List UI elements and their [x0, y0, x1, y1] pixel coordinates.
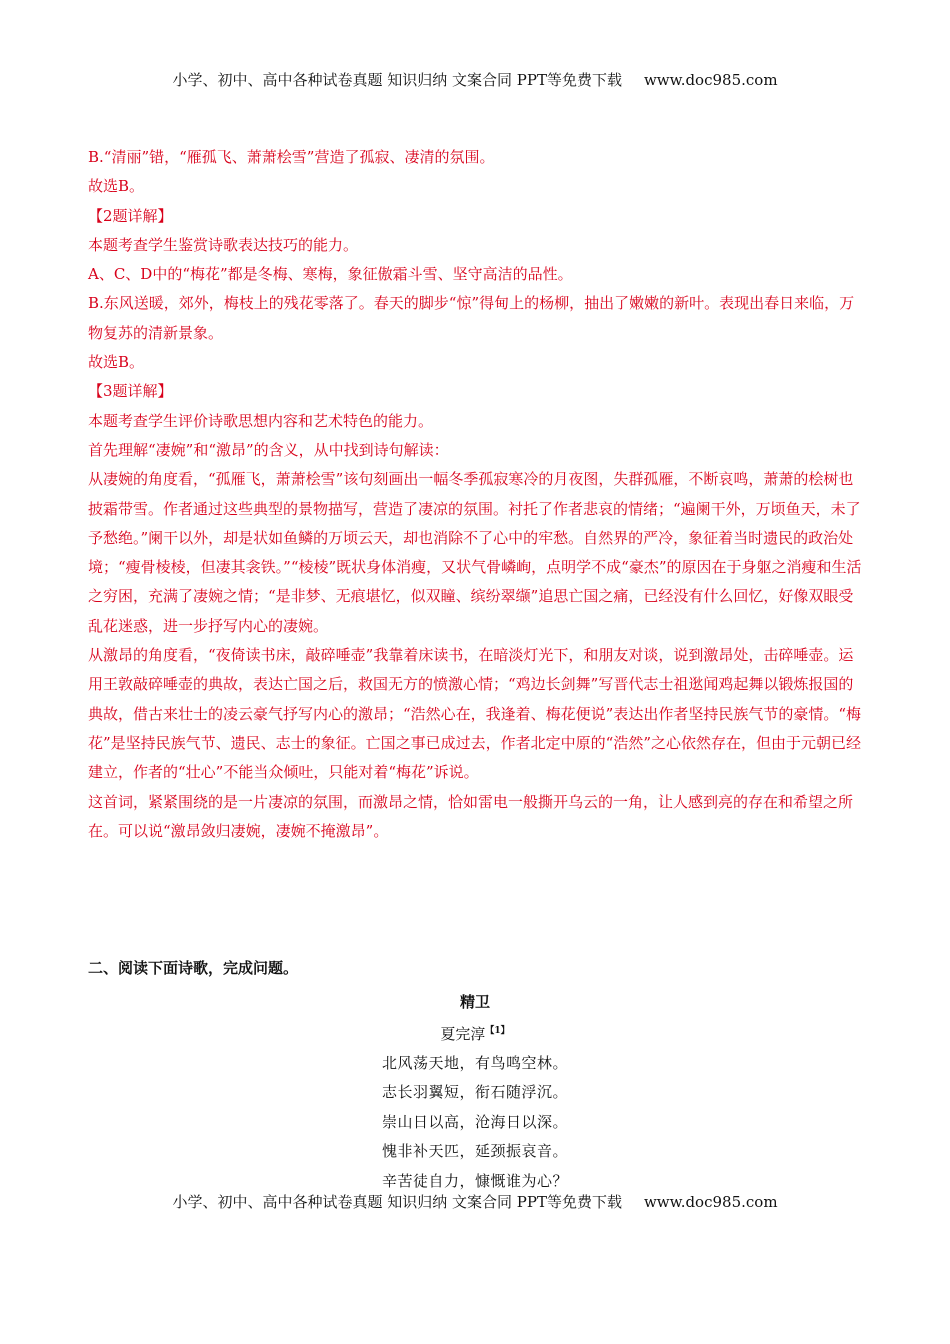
paragraph: 故选B。 [88, 177, 145, 196]
poem-line: 北风荡天地，有鸟鸣空林。 [381, 1054, 568, 1072]
paragraph: 首先理解“凄婉”和“激昂”的含义，从中找到诗句解读： [88, 440, 449, 459]
header-text: 小学、初中、高中各种试卷真题 知识归纳 文案合同 PPT等免费下载 [172, 71, 622, 89]
paragraph: 从激昂的角度看，“夜倚读书床，敲碎唾壶”我靠着床读书，在暗淡灯光下，和朋友对谈，说到激昂处，击碎唾壶。运用王敦敲碎唾壶的典故，表达亡国之后，救国无方的愤激心情；“鸡边长剑舞”写晋代志士祖逖闻鸡起舞以锻炼报国的典故，借古来壮士的凌云豪气抒写内心的激昂；“浩然心在，我逢着、梅花便说”表达出作者坚持民族气节的豪情。“梅花”是坚持民族气节、遗民、志士的象征。亡国之事已成过去，作者北定中原的“浩然”之心依然存在，但由于元朝已经建立，作者的“壮心”不能当众倾吐，只能对着“梅花”诉说。 [88, 646, 862, 782]
poem [0, 988, 950, 1196]
paragraph: 本题考查学生评价诗歌思想内容和艺术特色的能力。 [88, 411, 434, 430]
paragraph: B.东风送暖，郊外，梅枝上的残花零落了。春天的脚步“惊”得甸上的杨柳，抽出了嫩嫩的新叶。表现出春日来临，万物复苏的清新景象。 [88, 294, 855, 342]
poem-line: 志长羽翼短，衔石随浮沉。 [381, 1083, 568, 1102]
page-header [0, 69, 950, 90]
poem-line: 辛苦徒自力，慷慨谁为心？ [381, 1171, 568, 1190]
paragraph: A、C、D中的“梅花”都是冬梅、寒梅，象征傲霜斗雪、坚守高洁的品性。 [88, 265, 573, 284]
section-heading: 二、阅读下面诗歌，完成问题。 [88, 959, 299, 977]
header-url[interactable]: www.doc985.com [643, 71, 778, 89]
poem-title: 精卫 [459, 993, 490, 1011]
paragraph: B.“清丽”错，“雁孤飞、萧萧桧雪”营造了孤寂、凄清的氛围。 [88, 148, 495, 166]
poem-author-line [0, 1017, 950, 1049]
footer-url[interactable]: www.doc985.com [643, 1193, 778, 1211]
paragraph: 故选B。 [88, 353, 145, 372]
paragraph: 本题考查学生鉴赏诗歌表达技巧的能力。 [88, 235, 359, 254]
answer-explanation [88, 143, 868, 846]
poem-line: 崇山日以高，沧海日以深。 [381, 1112, 568, 1131]
paragraph: 【2题详解】 [88, 206, 173, 225]
poem-line: 愧非补天匹，延颈振哀音。 [381, 1142, 568, 1161]
footnote-marker: 【1】 [485, 1026, 510, 1036]
paragraph: 这首词，紧紧围绕的是一片凄凉的氛围，而激昂之情，恰如雷电一般撕开乌云的一角，让人感到亮的存在和希望之所在。可以说“激昂敛归凄婉，凄婉不掩激昂”。 [88, 792, 854, 840]
paragraph: 【3题详解】 [88, 382, 173, 401]
footer-text: 小学、初中、高中各种试卷真题 知识归纳 文案合同 PPT等免费下载 [172, 1193, 622, 1211]
poem-author: 夏完淳 [440, 1025, 486, 1043]
page-footer [0, 1191, 950, 1212]
paragraph: 从凄婉的角度看，“孤雁飞，萧萧桧雪”该句刻画出一幅冬季孤寂寒冷的月夜图，失群孤雁，不断哀鸣，萧萧的桧树也披霜带雪。作者通过这些典型的景物描写，营造了凄凉的氛围。衬托了作者悲哀的情绪；“遍阑干外，万顷鱼天，未了予愁绝。”阑干以外，却是状如鱼鳞的万顷云天，却也消除不了心中的牢愁。自然界的严冷，象征着当时遗民的政治处境；“瘦骨棱棱，但凄其衾铁。”“棱棱”既状身体消瘦，又状气骨嶙峋，点明学不成“豪杰”的原因在于身躯之消瘦和生活之穷困，充满了凄婉之情；“是非梦、无痕堪忆，似双瞳、缤纷翠缬”追思亡国之痛，已经没有什么回忆，好像双眼受乱花迷惑，进一步抒写内心的凄婉。 [88, 470, 862, 635]
